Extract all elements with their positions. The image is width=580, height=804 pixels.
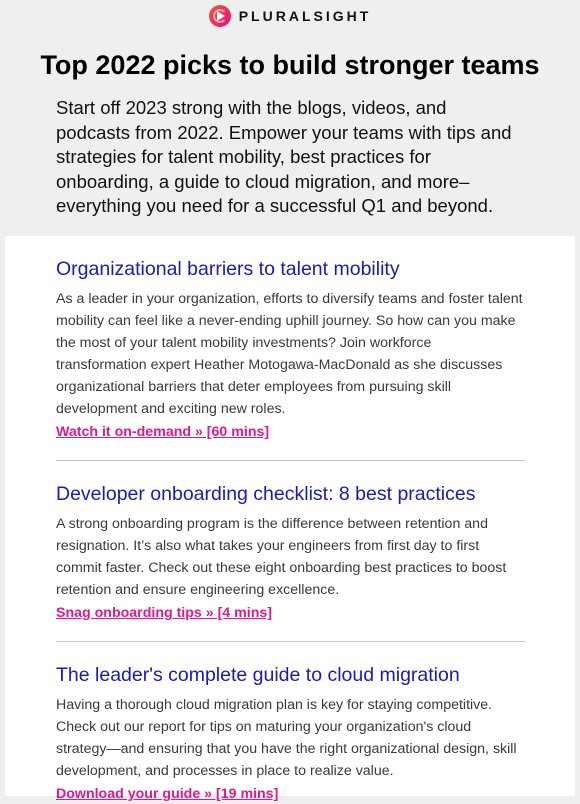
article-body: As a leader in your organization, efforts to diversify teams and foster talent mobility can feel like a never-ending uphill journey. So how can you make the most of your talent mobility investments? Join workforce transformation expert Heather Motogawa-MacDonald as she discusses organizational barriers that deter employees from pursuing skill development and exciting new roles. <box>56 291 523 417</box>
brand-logo[interactable] <box>56 0 524 30</box>
page-title: Top 2022 picks to build stronger teams <box>40 50 540 80</box>
article-cloud-migration <box>56 662 525 804</box>
brand-name: PLURALSIGHT <box>238 8 372 24</box>
article-title-link[interactable]: The leader's complete guide to cloud migration <box>56 664 460 686</box>
header-band <box>0 0 580 236</box>
pluralsight-play-logo-icon <box>209 5 231 27</box>
onboarding-tips-link[interactable]: Snag onboarding tips » [4 mins] <box>56 605 272 621</box>
article-body: A strong onboarding program is the difference between retention and resignation. It’s also what takes your engineers from first day to first commit faster. Check out these eight onboarding best practices to boost retention and ensure engineering excellence. <box>56 516 507 598</box>
download-guide-link[interactable]: Download your guide » [19 mins] <box>56 786 279 802</box>
article-title-link[interactable]: Developer onboarding checklist: 8 best practices <box>56 483 476 505</box>
watch-on-demand-link[interactable]: Watch it on-demand » [60 mins] <box>56 424 270 440</box>
article-body: Having a thorough cloud migration plan is key for staying competitive. Check out our report for tips on maturing your organization's cloud strategy—and ensuring that you have the right organizational design, skill development, and processes in place to realize value. <box>56 697 517 779</box>
article-talent-mobility <box>56 256 525 442</box>
articles-panel <box>5 236 575 802</box>
intro-text: Start off 2023 strong with the blogs, videos, and podcasts from 2022. Empower your teams with tips and strategies for talent mobility, best practices for onboarding, a guide to cloud migration, and more–everything you need for a successful Q1 and beyond. <box>56 97 512 216</box>
article-developer-onboarding <box>56 481 525 623</box>
divider <box>56 641 525 642</box>
article-title-link[interactable]: Organizational barriers to talent mobility <box>56 258 400 280</box>
divider <box>56 460 525 461</box>
